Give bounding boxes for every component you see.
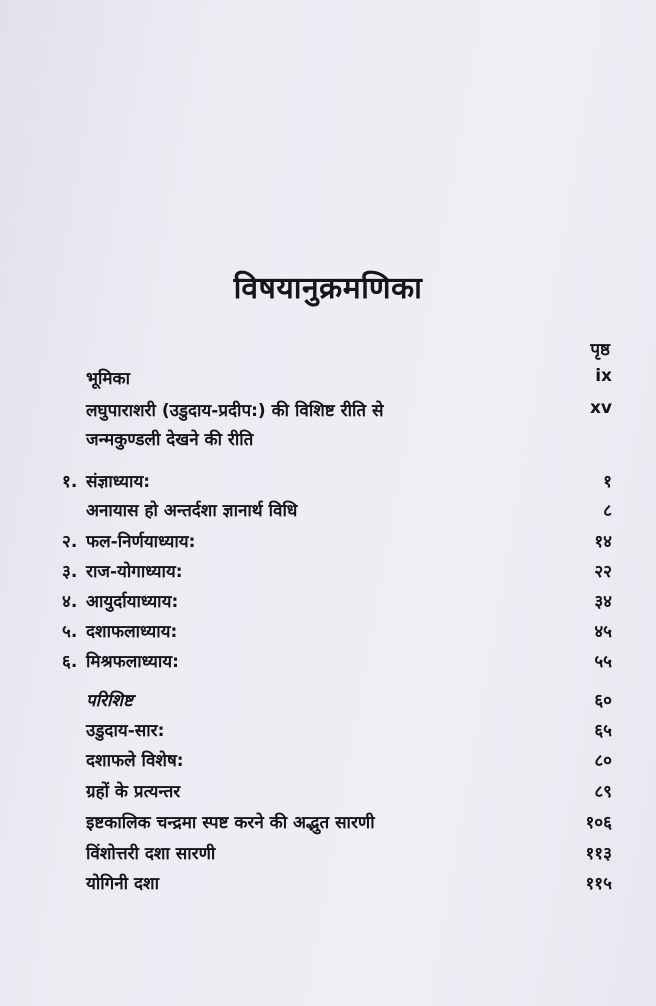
entry-page: ८० (594, 751, 612, 771)
toc-entry (0, 427, 656, 455)
entry-page: २२ (594, 562, 612, 582)
entry-number: ५. (62, 622, 78, 642)
toc-entry (0, 366, 656, 394)
toc-entry (0, 619, 656, 647)
entry-page: ८९ (594, 782, 612, 802)
toc-entry (0, 589, 656, 617)
entry-label: अनायास हो अन्तर्दशा ज्ञानार्थ विधि (86, 501, 298, 521)
toc-entry (0, 529, 656, 557)
entry-number: ३. (62, 562, 78, 582)
toc-entry (0, 398, 656, 426)
entry-label: राज-योगाध्याय: (86, 562, 183, 582)
entry-number: ६. (62, 652, 78, 672)
toc-entry (0, 649, 656, 677)
toc-entry (0, 469, 656, 497)
entry-label: इष्टकालिक चन्द्रमा स्पष्ट करने की अद्भुत सारणी (86, 813, 375, 833)
entry-page: ix (595, 366, 612, 386)
entry-page: ११५ (585, 874, 612, 894)
entry-label: योगिनी दशा (86, 874, 159, 894)
entry-page: ८ (603, 501, 612, 521)
entry-number: ४. (62, 592, 78, 612)
entry-label: लघुपाराशरी (उडुदाय-प्रदीप:) की विशिष्ट रीति से (86, 401, 384, 421)
entry-page: ११३ (585, 844, 612, 864)
entry-label: विंशोत्तरी दशा सारणी (86, 844, 216, 864)
page-column-header: पृष्ठ (590, 340, 610, 360)
entry-label: मिश्रफलाध्याय: (86, 652, 179, 672)
entry-label: उडुदाय-सार: (86, 721, 165, 741)
entry-page: १ (603, 472, 612, 492)
toc-entry (0, 779, 656, 807)
toc-entry (0, 810, 656, 838)
entry-page: १०६ (585, 813, 612, 833)
entry-page: ३४ (594, 592, 612, 612)
entry-page: ५५ (594, 652, 612, 672)
entry-label: संज्ञाध्याय: (86, 472, 151, 492)
entry-label: जन्मकुण्डली देखने की रीति (86, 430, 254, 450)
toc-entry (0, 559, 656, 587)
entry-page: ६० (594, 691, 612, 711)
page-title: विषयानुक्रमणिका (233, 271, 423, 306)
toc-entry (0, 688, 656, 716)
entry-label: परिशिष्ट (86, 691, 133, 711)
entry-label: दशाफले विशेष: (86, 751, 184, 771)
entry-label: भूमिका (86, 369, 130, 389)
entry-page: xv (589, 398, 612, 418)
entry-page: १४ (594, 532, 612, 552)
toc-entry (0, 841, 656, 869)
entry-label: दशाफलाध्याय: (86, 622, 178, 642)
toc-entry (0, 748, 656, 776)
toc-entry (0, 498, 656, 526)
entry-label: फल-निर्णयाध्याय: (86, 532, 196, 552)
entry-page: ४५ (594, 622, 612, 642)
entry-label: ग्रहों के प्रत्यन्तर (86, 782, 181, 802)
toc-entry (0, 871, 656, 899)
entry-number: १. (62, 472, 78, 492)
entry-label: आयुर्दायाध्याय: (86, 592, 179, 612)
toc-entry (0, 718, 656, 746)
entry-number: २. (62, 532, 78, 552)
entry-page: ६५ (594, 721, 612, 741)
